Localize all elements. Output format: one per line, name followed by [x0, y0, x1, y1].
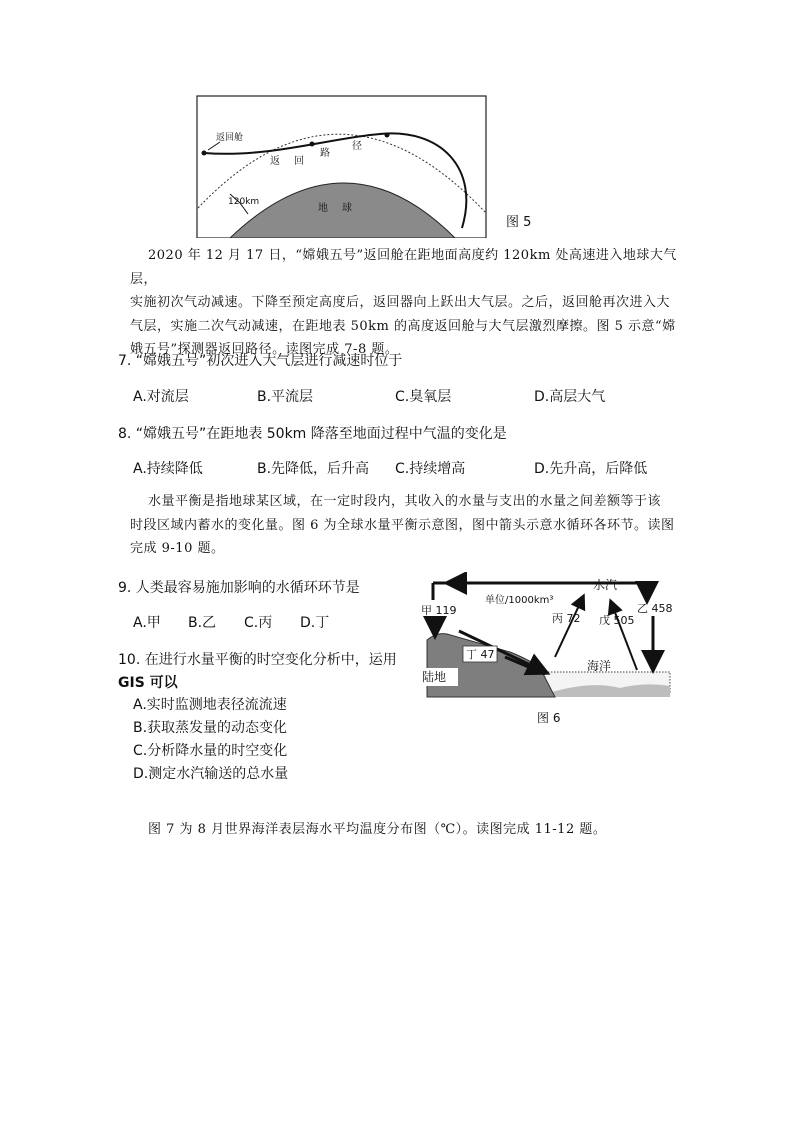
- figure-5: [190, 88, 550, 238]
- fig6-land-label: 陆地: [422, 670, 447, 684]
- q9-option-a[interactable]: A.甲: [133, 615, 161, 631]
- fig6-ocean-label: 海洋: [587, 659, 612, 673]
- question-8-stem: 8. “嫦娥五号”在距地表 50km 降落至地面过程中气温的变化是: [118, 426, 507, 442]
- q8-option-b[interactable]: B.先降低，后升高: [257, 461, 370, 477]
- q8-option-d[interactable]: D.先升高，后降低: [534, 461, 648, 477]
- question-7-stem: 7. “嫦娥五号”初次进入大气层进行减速时位于: [118, 353, 403, 369]
- path-char-2: 回: [294, 156, 304, 167]
- q10-option-b[interactable]: B.获取蒸发量的动态变化: [133, 720, 288, 736]
- capsule-label: 返回舱: [216, 133, 244, 143]
- question-10-stem-line-2: GIS 可以: [118, 675, 178, 691]
- intro2-line-1: 水量平衡是指地球某区域，在一定时段内，其收入的水量与支出的水量之间差额等于该: [148, 494, 662, 509]
- intro2-line-3: 完成 9-10 题。: [130, 541, 225, 556]
- intro1-line-2: 实施初次气动减速。下降至预定高度后，返回器向上跃出大气层。之后，返回舱再次进入大: [130, 295, 671, 310]
- fig6-ding-label: 丁 47: [466, 648, 495, 661]
- altitude-label: 120km: [228, 197, 260, 207]
- intro-paragraph-2: [130, 490, 690, 561]
- intro-paragraph-1: [130, 244, 690, 362]
- intro1-line-1: 2020 年 12 月 17 日，“嫦娥五号”返回舱在距地面高度约 120km 处高速进入地球大气层，: [130, 248, 677, 287]
- path-char-3: 路: [320, 148, 330, 159]
- figure-6: [415, 572, 675, 737]
- fig6-yi-label: 乙 458: [637, 602, 673, 615]
- fig6-jia-label: 甲 119: [421, 604, 457, 617]
- fig6-wu-label: 戊 505: [599, 614, 635, 627]
- path-char-1: 返: [270, 156, 280, 167]
- intro2-line-2: 时段区域内蓄水的变化量。图 6 为全球水量平衡示意图，图中箭头示意水循环各环节。读图: [130, 517, 675, 533]
- q7-option-b[interactable]: B.平流层: [257, 389, 314, 405]
- intro-paragraph-3: 图 7 为 8 月世界海洋表层海水平均温度分布图（℃）。读图完成 11-12 题。: [148, 822, 607, 837]
- q10-option-c[interactable]: C.分析降水量的时空变化: [133, 743, 288, 759]
- path-char-4: 径: [352, 141, 362, 152]
- q10-option-d[interactable]: D.测定水汽输送的总水量: [133, 766, 289, 782]
- q9-option-c[interactable]: C.丙: [244, 615, 273, 631]
- intro1-line-4: 娥五号”探测器返回路径。读图完成 7-8 题。: [130, 342, 399, 357]
- earth-char-2: 球: [342, 203, 352, 214]
- q9-option-b[interactable]: B.乙: [188, 615, 217, 631]
- q7-option-d[interactable]: D.高层大气: [534, 389, 606, 405]
- fig6-bing-label: 丙 72: [552, 612, 581, 625]
- fig6-unit-label: 单位/1000km³: [485, 595, 554, 606]
- question-10-stem-line-1: 10. 在进行水量平衡的时空变化分析中，运用: [118, 652, 397, 668]
- q9-option-d[interactable]: D.丁: [300, 615, 330, 631]
- figure-5-caption: 图 5: [506, 215, 532, 230]
- figure-6-caption: 图 6: [537, 711, 561, 725]
- q8-option-c[interactable]: C.持续增高: [395, 461, 466, 477]
- q8-option-a[interactable]: A.持续降低: [133, 461, 203, 477]
- intro1-line-3: 气层，实施二次气动减速，在距地表 50km 的高度返回舱与大气层激烈摩擦。图 5 示意“嫦: [130, 318, 676, 334]
- q7-option-a[interactable]: A.对流层: [133, 389, 189, 405]
- question-9-stem: 9. 人类最容易施加影响的水循环环节是: [118, 580, 360, 596]
- earth-char-1: 地: [318, 203, 328, 214]
- fig6-vapor-label: 水汽: [593, 578, 618, 592]
- q7-option-c[interactable]: C.臭氧层: [395, 389, 452, 405]
- q10-option-a[interactable]: A.实时监测地表径流流速: [133, 697, 287, 713]
